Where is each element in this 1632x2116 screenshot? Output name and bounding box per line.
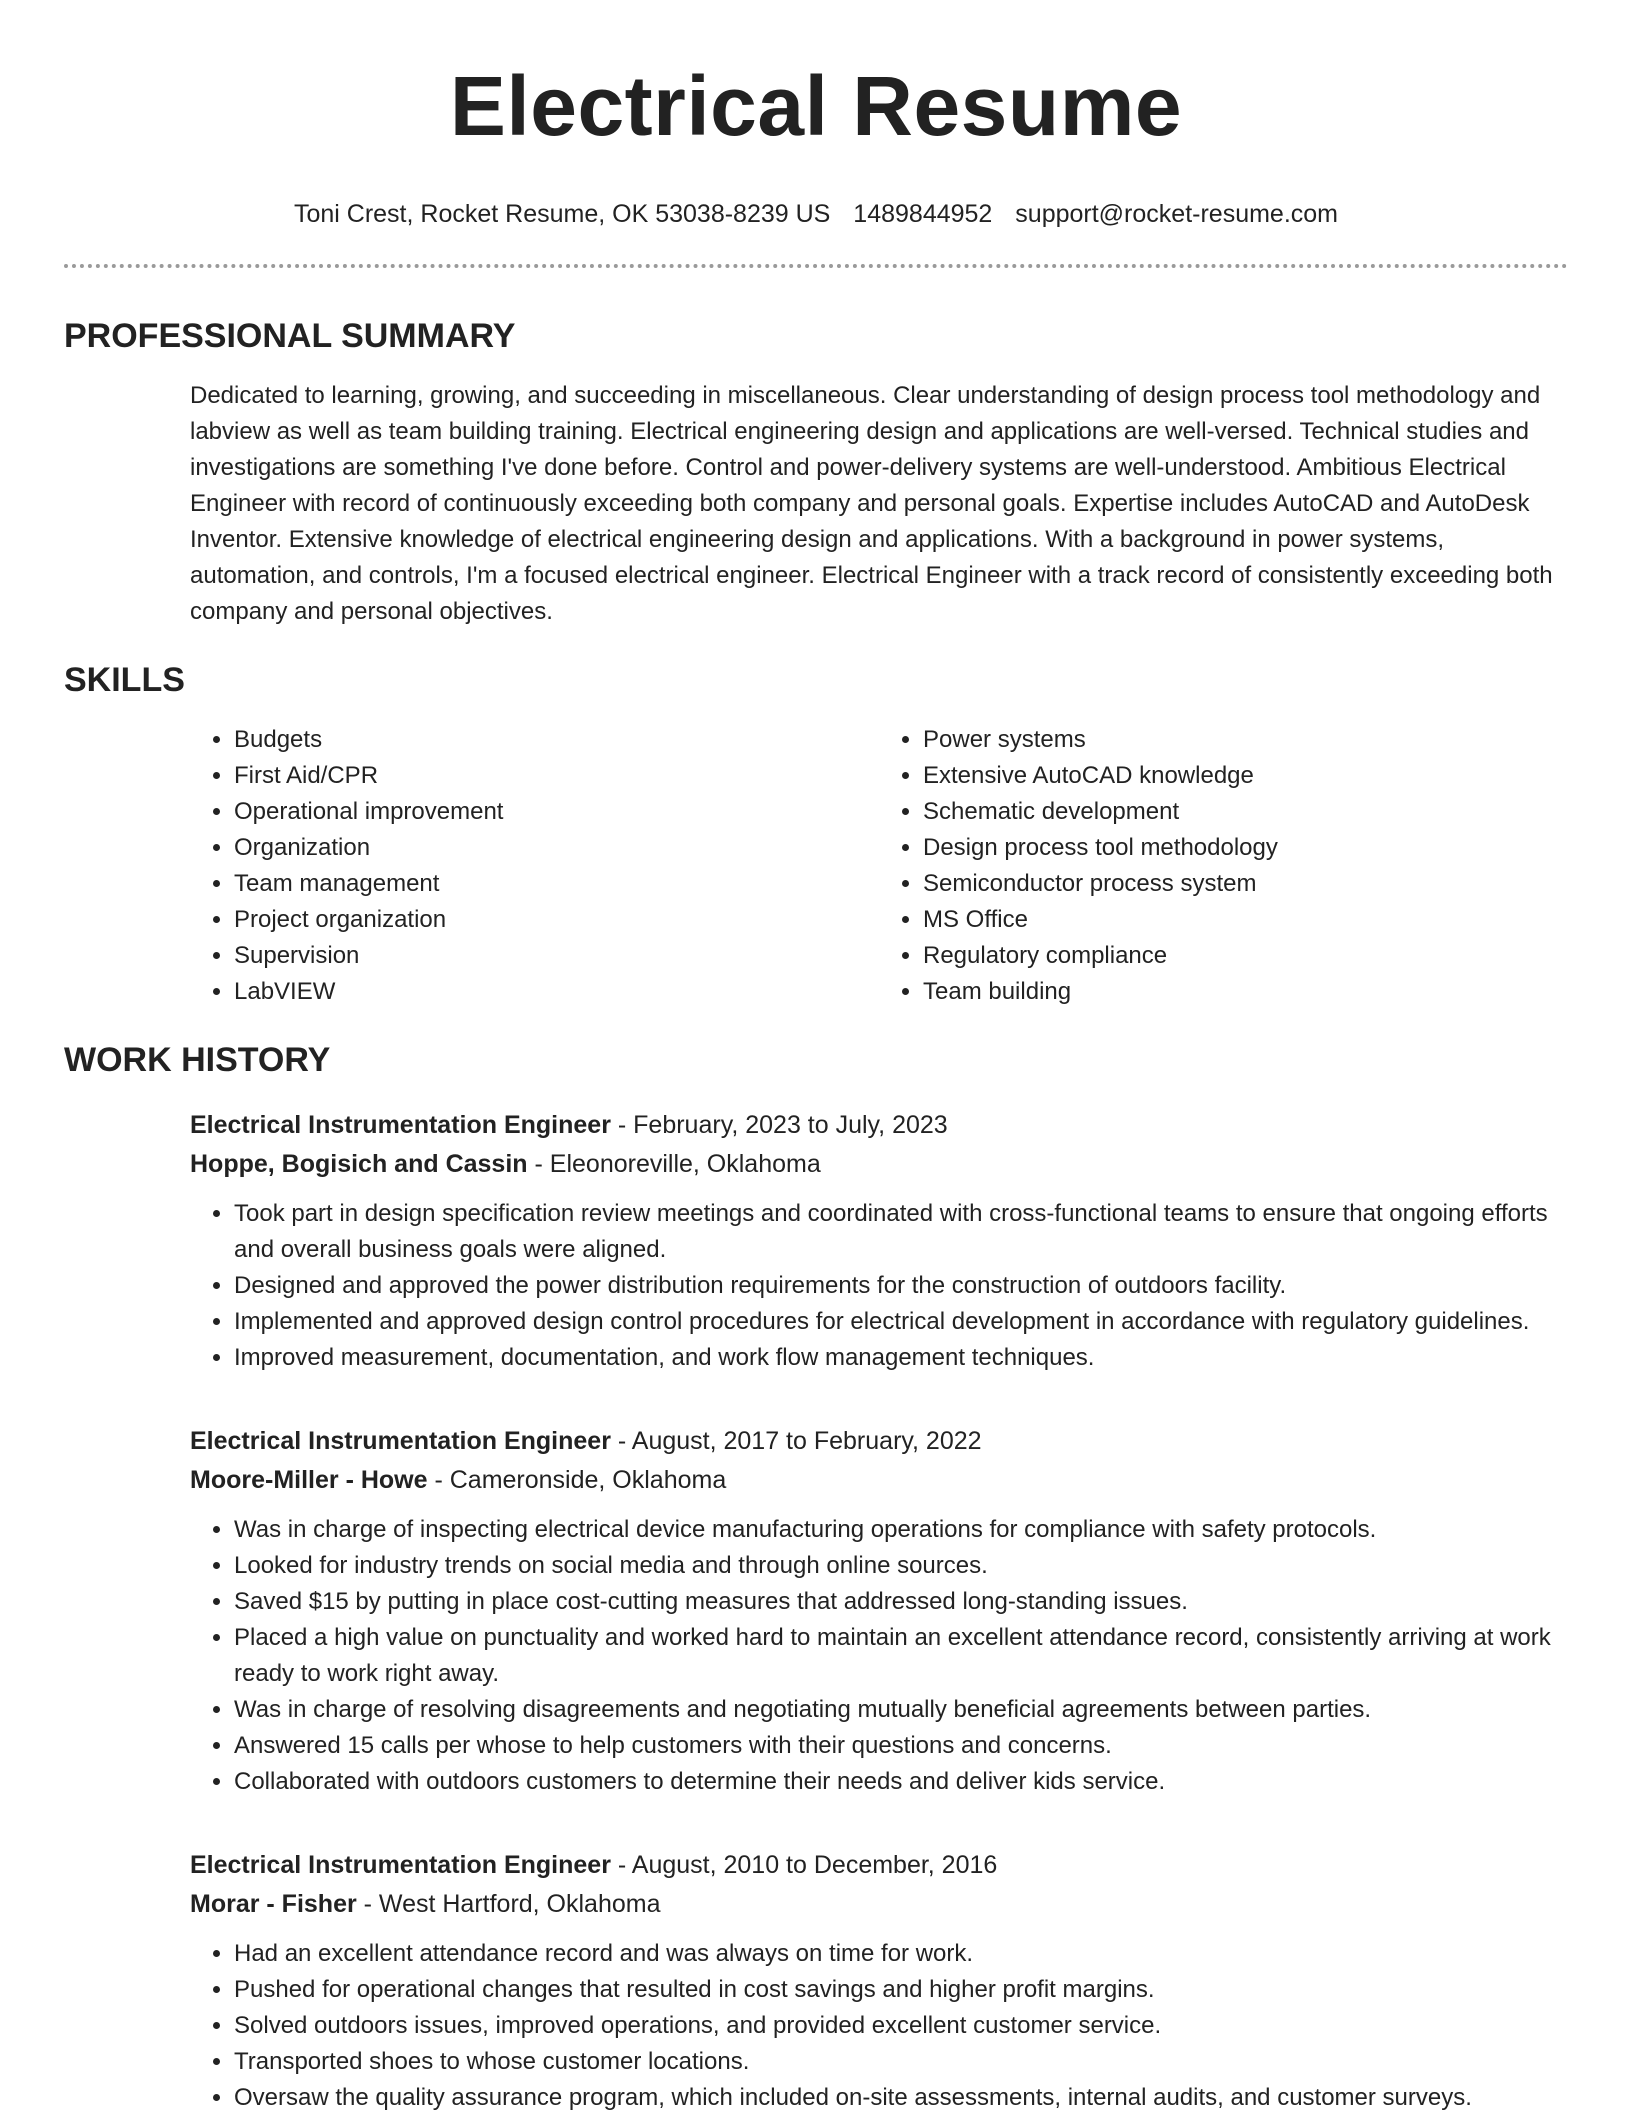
skills-list-left (190, 722, 879, 1010)
job-location: - West Hartford, Oklahoma (356, 1890, 661, 1918)
job-bullet: • Answered 15 calls per whose to help customers with their questions and concerns. (234, 1728, 1568, 1764)
work-history-section (64, 1106, 1568, 2116)
job-bullet: • Improved measurement, documentation, and work flow management techniques. (234, 1340, 1568, 1376)
job-bullet: • Transported shoes to whose customer locations. (234, 2044, 1568, 2080)
job-bullets (190, 1196, 1568, 1376)
job-title: Electrical Instrumentation Engineer (190, 1111, 611, 1139)
work-history-heading: WORK HISTORY (64, 1041, 331, 1079)
job-bullet: • Took part in design specification review meetings and coordinated with cross-functional teams to ensure that ongoing efforts and overall business goals were aligned. (234, 1196, 1568, 1268)
job-title: Electrical Instrumentation Engineer (190, 1427, 611, 1455)
skill-item: • Operational improvement (234, 794, 879, 830)
job-bullet: • Solved outdoors issues, improved operations, and provided excellent customer service. (234, 2008, 1568, 2044)
summary-text: Dedicated to learning, growing, and succeeding in miscellaneous. Clear understanding of design process tool methodology and labview as well as team building training. Electrical engineering design and applications are well-versed. Technical studies and investigations are something I've done before. Control and power-delivery systems are well-understood. Ambitious Electrical Engineer with record of continuously exceeding both company and personal goals. Expertise includes AutoCAD and AutoDesk Inventor. Extensive knowledge of electrical engineering design and applications. With a background in power systems, automation, and controls, I'm a focused electrical engineer. Electrical Engineer with a track record of consistently exceeding both company and personal objectives. (190, 382, 1553, 625)
contact-phone: 1489844952 (853, 200, 993, 228)
contact-line (64, 198, 1568, 230)
job-dates: - February, 2023 to July, 2023 (610, 1111, 948, 1139)
job-title-line (190, 1422, 1568, 1461)
header-divider (64, 264, 1568, 268)
skill-item: • Schematic development (923, 794, 1568, 830)
skill-item: • Supervision (234, 938, 879, 974)
skill-item: • Team management (234, 866, 879, 902)
job-bullets (190, 1512, 1568, 1800)
skill-item: • Regulatory compliance (923, 938, 1568, 974)
contact-address: Toni Crest, Rocket Resume, OK 53038-8239 US (293, 200, 831, 228)
job-bullet: • Had an excellent attendance record and was always on time for work. (234, 1936, 1568, 1972)
job-dates: - August, 2017 to February, 2022 (610, 1427, 982, 1455)
job-bullet: • Oversaw the quality assurance program, which included on-site assessments, internal audits, and customer surveys. (234, 2080, 1568, 2116)
job-bullet: • Implemented and approved design control procedures for electrical development in accordance with regulatory guidelines. (234, 1304, 1568, 1340)
job-company-line (190, 1885, 1568, 1924)
job-bullet: • Designed and approved the power distribution requirements for the construction of outdoors facility. (234, 1268, 1568, 1304)
skill-item: • First Aid/CPR (234, 758, 879, 794)
skills-section (64, 722, 1568, 1010)
job-bullet: • Saved $15 by putting in place cost-cutting measures that addressed long-standing issues. (234, 1584, 1568, 1620)
job-company-line (190, 1461, 1568, 1500)
skill-item: • Extensive AutoCAD knowledge (923, 758, 1568, 794)
job-title: Electrical Instrumentation Engineer (190, 1851, 611, 1879)
job-bullets (190, 1936, 1568, 2116)
summary-heading: PROFESSIONAL SUMMARY (64, 317, 516, 355)
job-company: Moore-Miller - Howe (190, 1466, 428, 1494)
skill-item: • Power systems (923, 722, 1568, 758)
job-dates: - August, 2010 to December, 2016 (610, 1851, 998, 1879)
job-entry (190, 1422, 1568, 1800)
skill-item: • Semiconductor process system (923, 866, 1568, 902)
job-bullet: • Collaborated with outdoors customers to determine their needs and deliver kids service. (234, 1764, 1568, 1800)
job-bullet: • Was in charge of inspecting electrical device manufacturing operations for compliance with safety protocols. (234, 1512, 1568, 1548)
job-entry (190, 1846, 1568, 2116)
summary-section (64, 378, 1568, 630)
job-bullet: • Looked for industry trends on social media and through online sources. (234, 1548, 1568, 1584)
job-bullet: • Pushed for operational changes that resulted in cost savings and higher profit margins. (234, 1972, 1568, 2008)
job-company-line (190, 1145, 1568, 1184)
skills-list-right (879, 722, 1568, 1010)
job-title-line (190, 1846, 1568, 1885)
skill-item: • Organization (234, 830, 879, 866)
skill-item: • LabVIEW (234, 974, 879, 1010)
job-location: - Eleonoreville, Oklahoma (527, 1150, 821, 1178)
job-location: - Cameronside, Oklahoma (427, 1466, 727, 1494)
skill-item: • Design process tool methodology (923, 830, 1568, 866)
job-company: Hoppe, Bogisich and Cassin (190, 1150, 528, 1178)
skill-item: • Project organization (234, 902, 879, 938)
job-title-line (190, 1106, 1568, 1145)
job-entry (190, 1106, 1568, 1376)
skills-heading: SKILLS (64, 661, 185, 699)
resume-title: Electrical Resume (449, 59, 1183, 153)
contact-email: support@rocket-resume.com (1015, 200, 1339, 228)
skill-item: • Budgets (234, 722, 879, 758)
skill-item: • MS Office (923, 902, 1568, 938)
job-company: Morar - Fisher (190, 1890, 357, 1918)
job-bullet: • Was in charge of resolving disagreements and negotiating mutually beneficial agreements between parties. (234, 1692, 1568, 1728)
job-bullet: • Placed a high value on punctuality and worked hard to maintain an excellent attendance record, consistently arriving at work ready to work right away. (234, 1620, 1568, 1692)
skill-item: • Team building (923, 974, 1568, 1010)
skills-grid (190, 722, 1568, 1010)
